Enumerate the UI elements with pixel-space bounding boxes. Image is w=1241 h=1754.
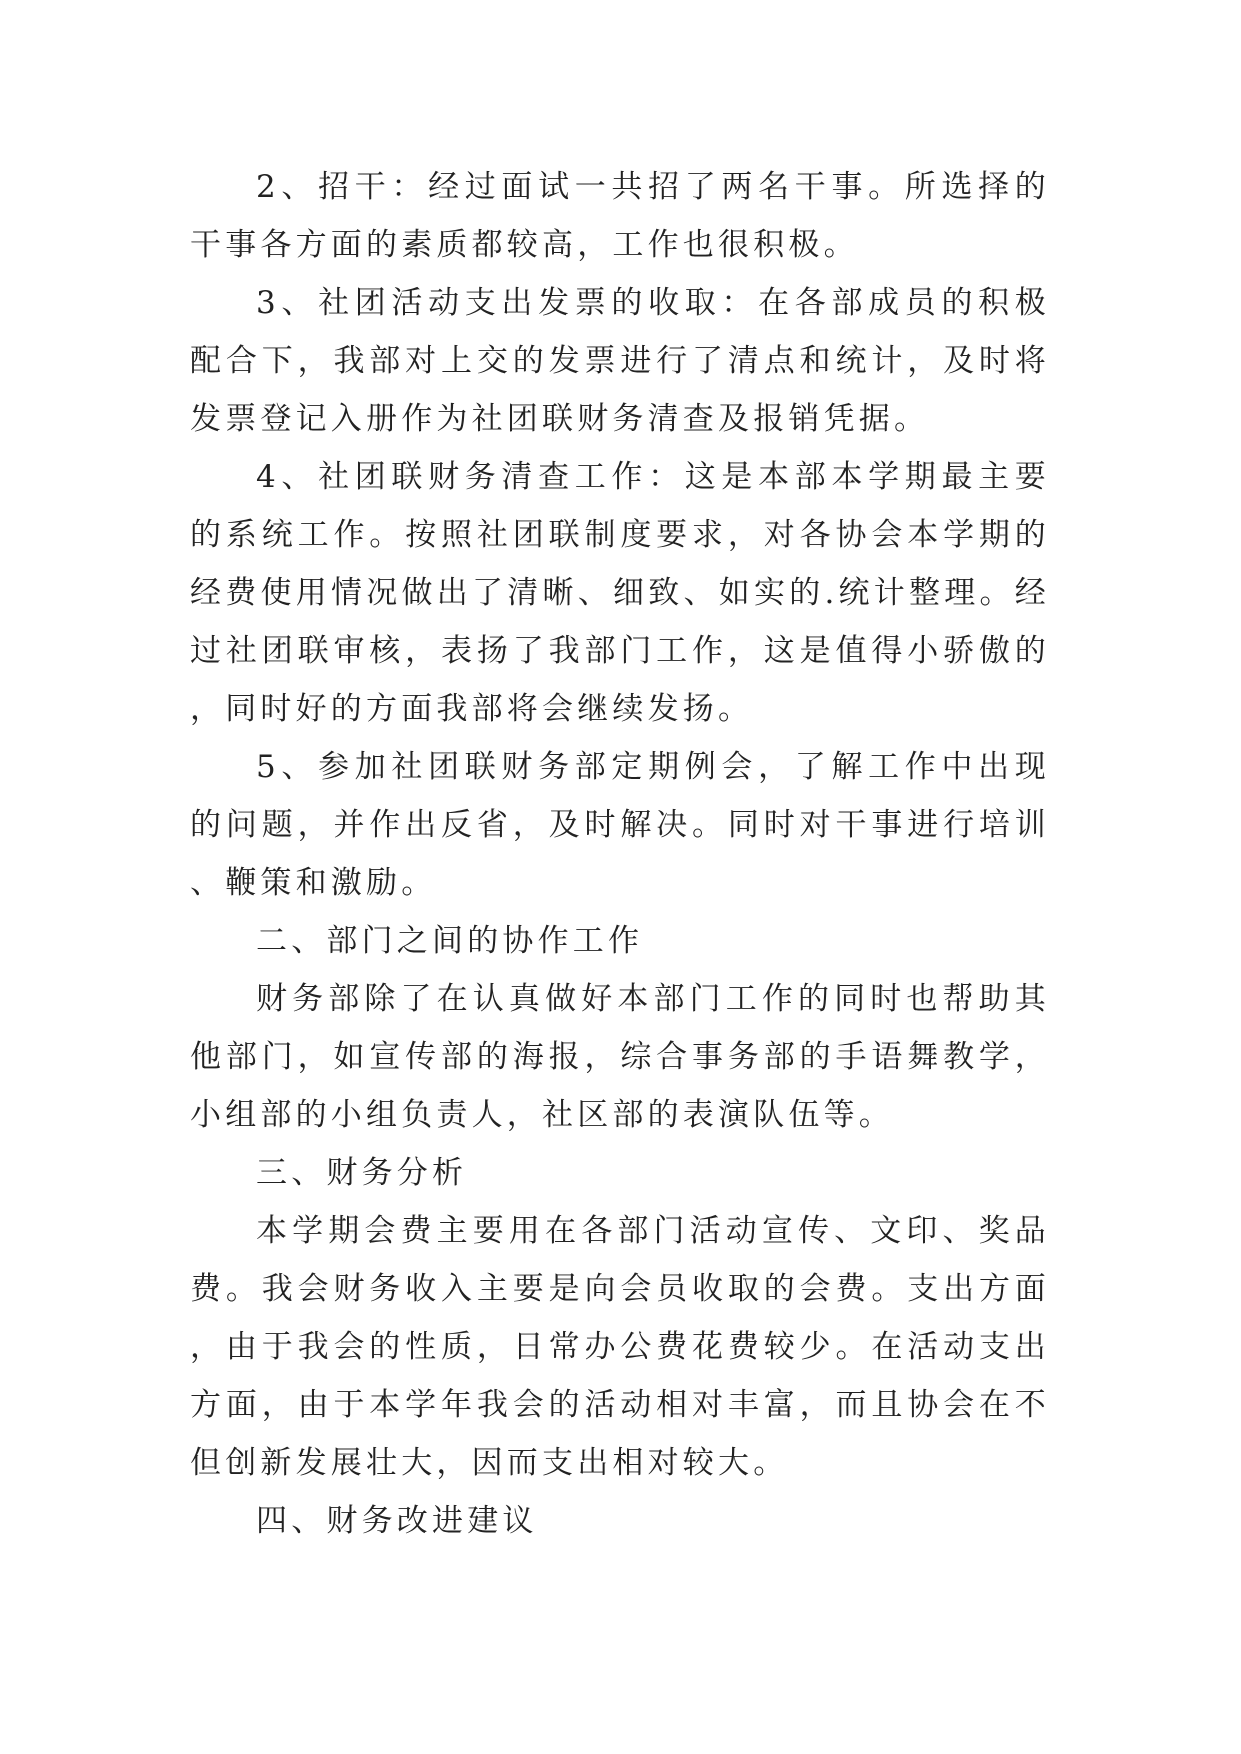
item-4-financial-audit: 4、社团联财务清查工作：这是本部本学期最主要的系统工作。按照社团联制度要求，对各协会本学期的经费使用情况做出了清晰、细致、如实的.统计整理。经过社团联审核，表扬了我部门工作，这是值得小骄傲的，同时好的方面我部将会继续发扬。 xyxy=(190,459,1050,727)
section-4-heading: 四、财务改进建议 xyxy=(256,1503,538,1539)
document-body xyxy=(190,158,1050,1550)
section-2-body: 财务部除了在认真做好本部门工作的同时也帮助其他部门，如宣传部的海报，综合事务部的手语舞教学，小组部的小组负责人，社区部的表演队伍等。 xyxy=(190,981,1050,1133)
item-3-invoice-collection: 3、社团活动支出发票的收取：在各部成员的积极配合下，我部对上交的发票进行了清点和统计，及时将发票登记入册作为社团联财务清查及报销凭据。 xyxy=(190,285,1050,437)
section-3-heading: 三、财务分析 xyxy=(256,1155,468,1191)
section-3-body: 本学期会费主要用在各部门活动宣传、文印、奖品费。我会财务收入主要是向会员收取的会费。支出方面，由于我会的性质，日常办公费花费较少。在活动支出方面，由于本学年我会的活动相对丰富，而且协会在不但创新发展壮大，因而支出相对较大。 xyxy=(190,1213,1050,1481)
item-2-recruitment: 2、招干：经过面试一共招了两名干事。所选择的干事各方面的素质都较高，工作也很积极。 xyxy=(190,169,1050,263)
section-2-heading: 二、部门之间的协作工作 xyxy=(256,923,644,959)
item-5-regular-meeting: 5、参加社团联财务部定期例会，了解工作中出现的问题，并作出反省，及时解决。同时对干事进行培训、鞭策和激励。 xyxy=(190,749,1050,901)
